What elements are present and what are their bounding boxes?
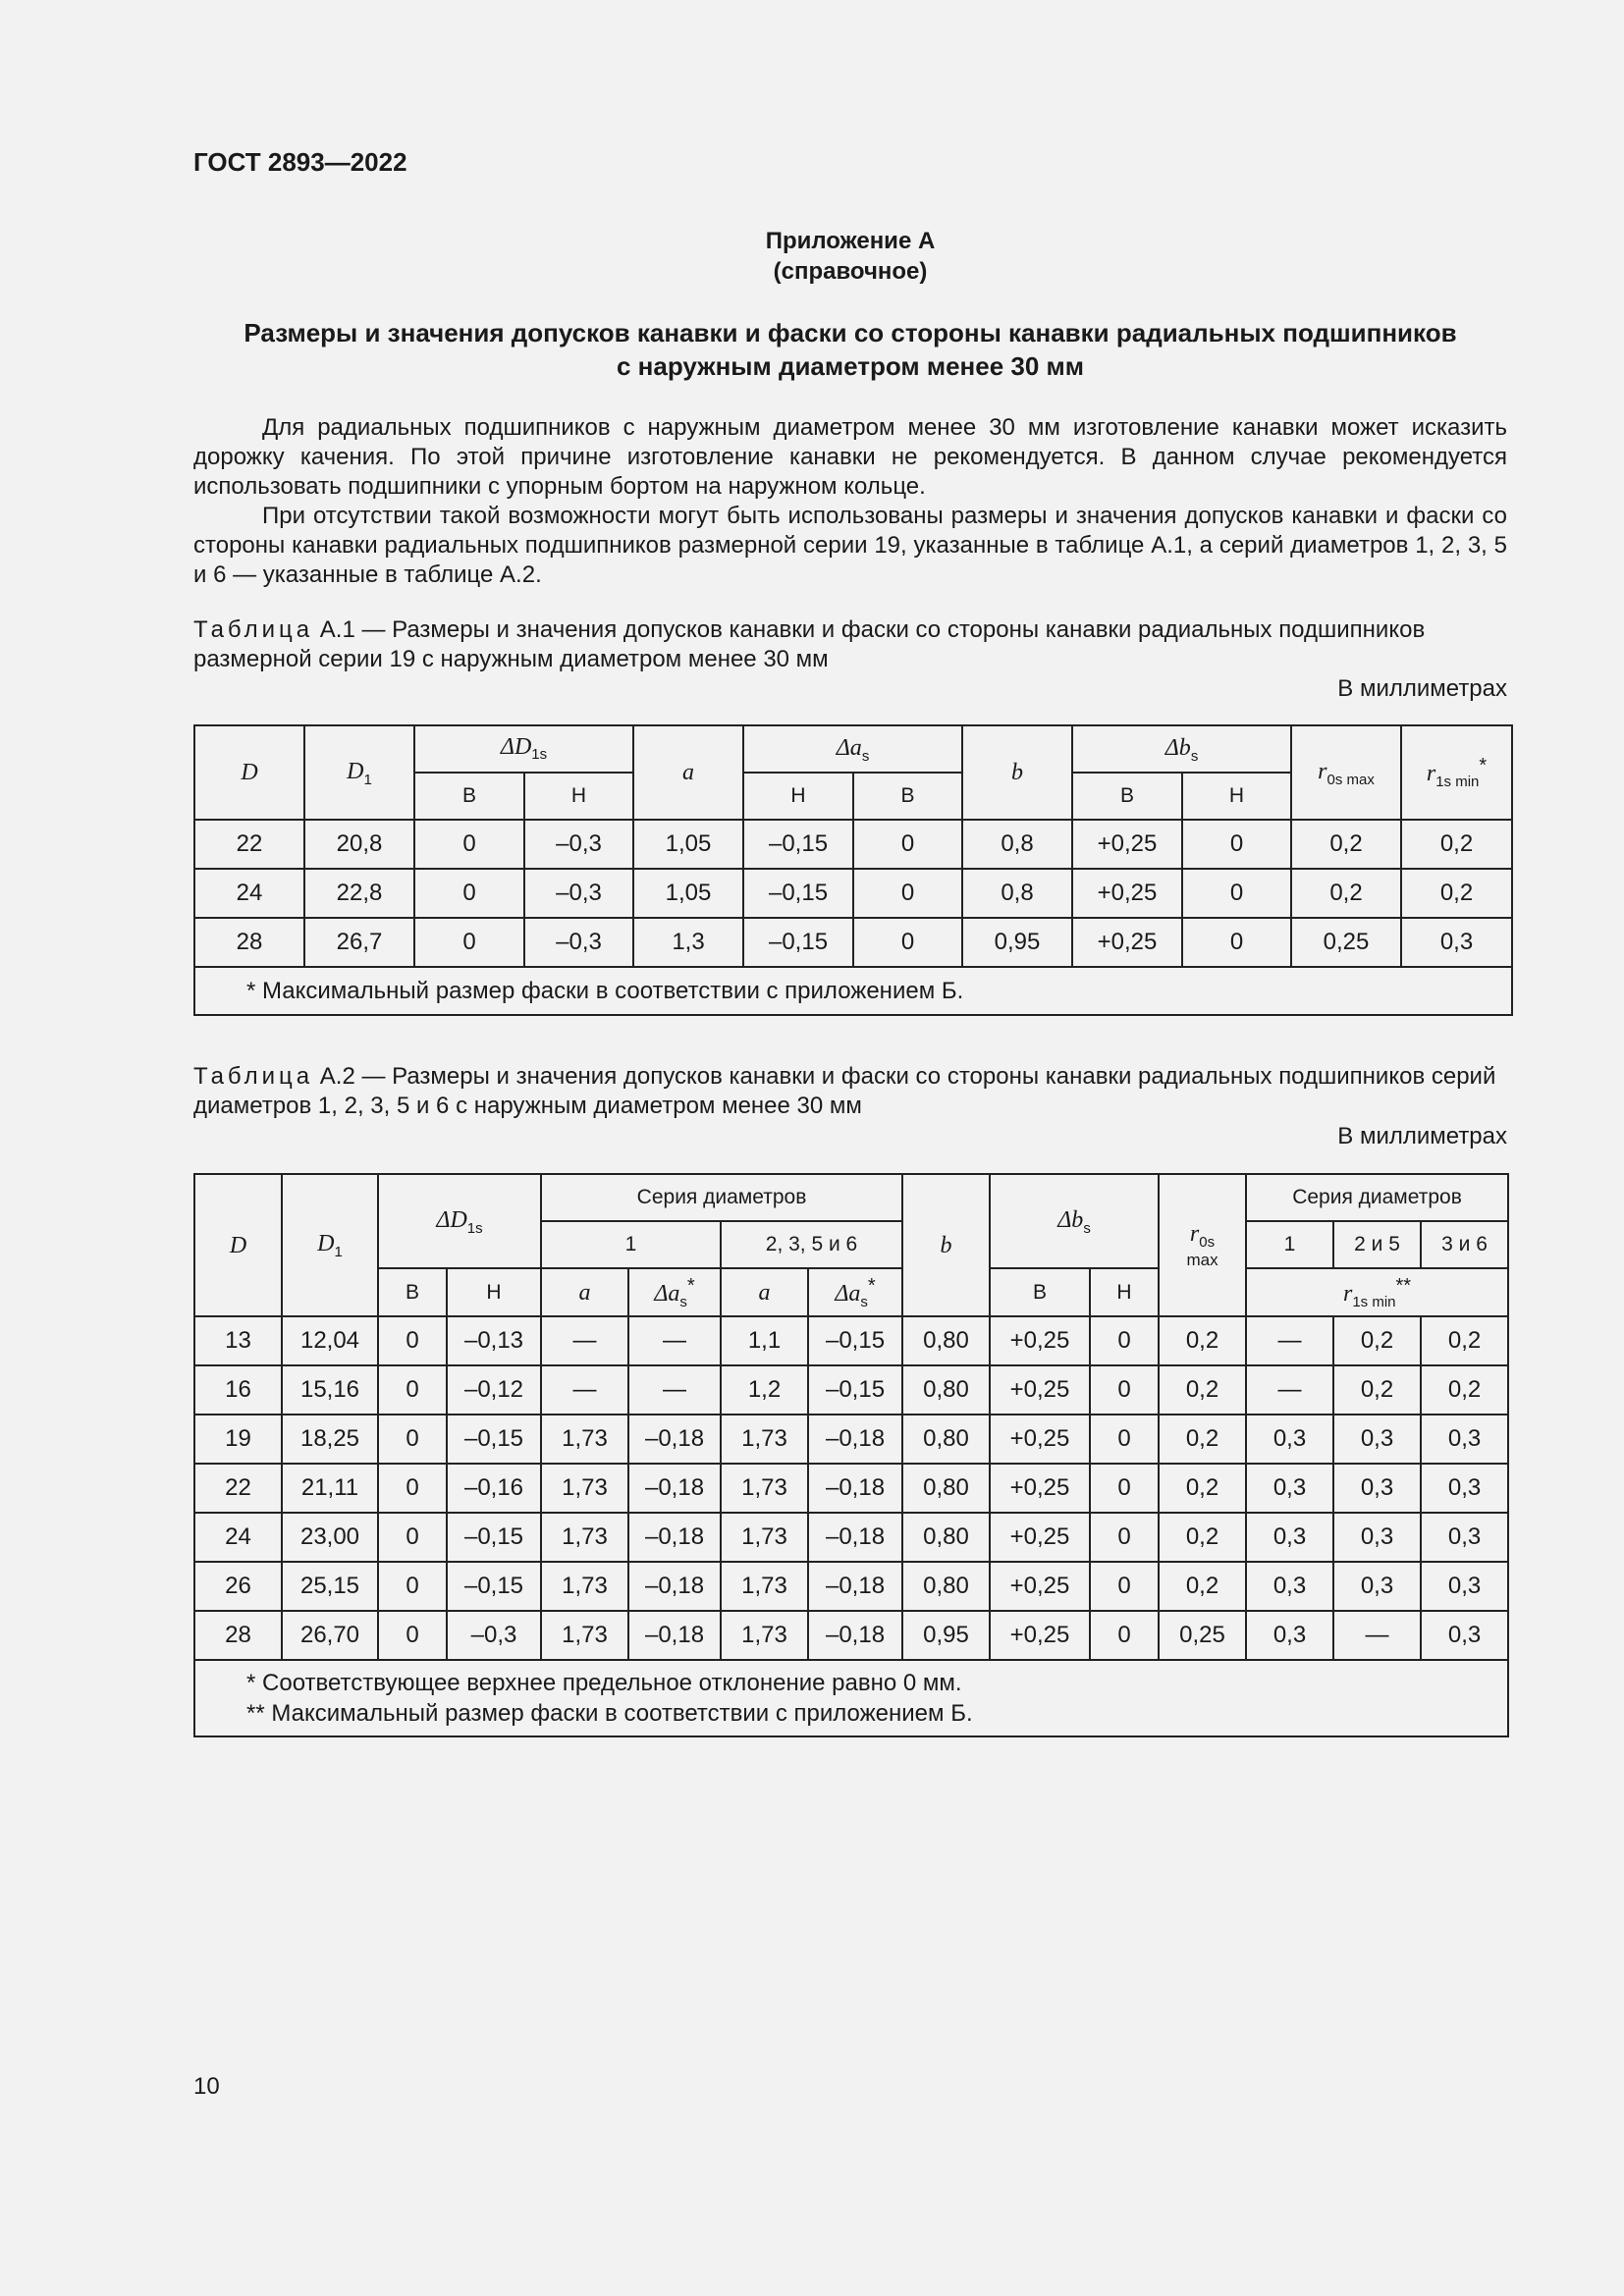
table-cell: –0,3 [524, 918, 633, 967]
table-cell: 0 [853, 869, 962, 918]
table-cell: +0,25 [990, 1365, 1090, 1415]
table-cell: 22 [194, 1464, 282, 1513]
table-cell: 0,80 [902, 1562, 990, 1611]
table-cell: 0,2 [1159, 1464, 1246, 1513]
table-cell: –0,18 [808, 1562, 902, 1611]
table-cell: 0 [1090, 1365, 1159, 1415]
table-cell: 1,73 [721, 1415, 808, 1464]
table-cell: 0,2 [1333, 1365, 1421, 1415]
table-cell: 0,80 [902, 1365, 990, 1415]
table-cell: 0,3 [1421, 1415, 1508, 1464]
table1 [193, 724, 1513, 1016]
table-cell: 0 [414, 869, 524, 918]
table-cell: –0,18 [808, 1464, 902, 1513]
table-cell: 1,73 [541, 1611, 628, 1660]
table-cell: 0,2 [1159, 1316, 1246, 1365]
table-row [194, 869, 1512, 918]
table-cell: 0 [414, 918, 524, 967]
table-cell: –0,15 [743, 820, 853, 869]
table-cell: 0,2 [1401, 869, 1512, 918]
table-cell: –0,15 [808, 1316, 902, 1365]
table-cell: 0,95 [962, 918, 1072, 967]
table-cell: 1,73 [541, 1562, 628, 1611]
table1-sub-N: Н [743, 773, 853, 820]
table-row [194, 1415, 1508, 1464]
table-cell: 0,3 [1401, 918, 1512, 967]
table-cell: 19 [194, 1415, 282, 1464]
table-cell: 1,05 [633, 869, 743, 918]
page-number: 10 [193, 2073, 220, 2100]
table-cell: 0,2 [1421, 1365, 1508, 1415]
table2-series-1: 1 [541, 1221, 721, 1268]
table2-sub-a: a [721, 1268, 808, 1316]
table-cell: +0,25 [990, 1611, 1090, 1660]
table-cell: 0 [378, 1513, 447, 1562]
table1-units: В миллиметрах [1337, 675, 1507, 702]
table-row [194, 1365, 1508, 1415]
table-cell: 0 [853, 820, 962, 869]
table-cell: 1,73 [721, 1513, 808, 1562]
table1-col-dD1s: $\Delta D_{1s}$ [414, 725, 633, 773]
table-cell: 22 [194, 820, 304, 869]
table-cell: 0,8 [962, 869, 1072, 918]
table-cell: 0,2 [1159, 1562, 1246, 1611]
table-cell: –0,15 [447, 1562, 541, 1611]
table2-col-dD1s: $\Delta D_{1s}$ [378, 1174, 541, 1268]
table-cell: 15,16 [282, 1365, 378, 1415]
table-cell: 0 [853, 918, 962, 967]
table2-col-dbs: $\Delta b_s$ [990, 1174, 1159, 1268]
table2-header-row-1 [194, 1174, 1508, 1221]
table1-note: * Максимальный размер фаски в соответствии с приложением Б. [194, 967, 1512, 1015]
table2-sub-N: Н [447, 1268, 541, 1316]
table2-col-series2: Серия диаметров [1246, 1174, 1508, 1221]
table-row [194, 1611, 1508, 1660]
table-row [194, 918, 1512, 967]
table-cell: –0,12 [447, 1365, 541, 1415]
table2-r0s-max: max [1186, 1250, 1218, 1269]
table2-body [194, 1316, 1508, 1660]
table-cell: 0,80 [902, 1415, 990, 1464]
table-cell: 0 [1090, 1316, 1159, 1365]
table-cell: 0,3 [1246, 1464, 1333, 1513]
table-cell: 0,80 [902, 1316, 990, 1365]
table-cell: –0,18 [628, 1464, 721, 1513]
table-cell: +0,25 [1072, 918, 1182, 967]
table-cell: 24 [194, 1513, 282, 1562]
appendix-subtitle: (справочное) [773, 258, 928, 285]
table-cell: 26 [194, 1562, 282, 1611]
table-row [194, 1513, 1508, 1562]
table2-sub-V: В [990, 1268, 1090, 1316]
table-cell: — [541, 1365, 628, 1415]
table-row [194, 1562, 1508, 1611]
table-cell: 0,25 [1291, 918, 1401, 967]
table-cell: 13 [194, 1316, 282, 1365]
table2-caption-label: Таблица [193, 1063, 314, 1090]
table2-sub-a: a [541, 1268, 628, 1316]
table2-sub-das: $\Delta a_s^*$ [628, 1268, 721, 1316]
table1-col-r1s: $r_{1s min}^*$ [1401, 725, 1512, 820]
table-cell: –0,18 [628, 1611, 721, 1660]
table1-caption-text: А.1 — Размеры и значения допусков канавки и фаски со стороны канавки радиальных подшипников размерной серии 19 с наружным диаметром менее 30 мм [193, 616, 1426, 672]
table1-note-row [194, 967, 1512, 1015]
table-cell: — [1333, 1611, 1421, 1660]
table2-caption-text: А.2 — Размеры и значения допусков канавки и фаски со стороны канавки радиальных подшипников серий диаметров 1, 2, 3, 5 и 6 с наружным диаметром менее 30 мм [193, 1063, 1496, 1119]
table-cell: 0,3 [1421, 1464, 1508, 1513]
table-cell: –0,3 [524, 820, 633, 869]
table-cell: –0,18 [808, 1513, 902, 1562]
table2-col-D1: $D_1$ [282, 1174, 378, 1316]
table2-note-row [194, 1660, 1508, 1736]
table-cell: 0 [378, 1365, 447, 1415]
heading-line-2: с наружным диаметром менее 30 мм [616, 351, 1085, 381]
table-cell: — [628, 1316, 721, 1365]
table-cell: –0,18 [808, 1415, 902, 1464]
table-cell: 1,05 [633, 820, 743, 869]
table-cell: –0,13 [447, 1316, 541, 1365]
table-cell: –0,15 [447, 1513, 541, 1562]
table-cell: 0 [378, 1464, 447, 1513]
table-cell: 26,7 [304, 918, 414, 967]
table-cell: 0,3 [1421, 1513, 1508, 1562]
table-cell: — [1246, 1365, 1333, 1415]
table2-note-1: * Соответствующее верхнее предельное отклонение равно 0 мм. [246, 1670, 962, 1696]
table-cell: –0,15 [743, 918, 853, 967]
table-cell: 12,04 [282, 1316, 378, 1365]
table1-sub-N: Н [1182, 773, 1291, 820]
table-cell: +0,25 [990, 1464, 1090, 1513]
table-row [194, 820, 1512, 869]
table1-col-D: D [194, 725, 304, 820]
table-cell: 0 [414, 820, 524, 869]
table1-caption [193, 615, 1507, 674]
table-cell: –0,18 [628, 1562, 721, 1611]
table2 [193, 1173, 1509, 1737]
table1-col-r0s: $r_{0s max}$ [1291, 725, 1401, 820]
table1-sub-V: В [1072, 773, 1182, 820]
table-cell: 23,00 [282, 1513, 378, 1562]
table-cell: 0,25 [1159, 1611, 1246, 1660]
table-cell: 28 [194, 1611, 282, 1660]
table2-units: В миллиметрах [1337, 1123, 1507, 1149]
table-cell: 25,15 [282, 1562, 378, 1611]
table-cell: +0,25 [990, 1562, 1090, 1611]
table-cell: 26,70 [282, 1611, 378, 1660]
heading-line-1: Размеры и значения допусков канавки и фаски со стороны канавки радиальных подшипников [244, 318, 1457, 347]
table2-sub-r1s: $r_{1s min}^{**}$ [1246, 1268, 1508, 1316]
table2-sub-N: Н [1090, 1268, 1159, 1316]
paragraph: При отсутствии такой возможности могут быть использованы размеры и значения допусков канавки и фаски со стороны канавки радиальных подшипников размерной серии 19, указанные в таблице А.1, а серий диаметров 1, 2, 3, 5 и 6 — указанные в таблице А.2. [193, 503, 1507, 588]
table-cell: 0,2 [1159, 1415, 1246, 1464]
table-cell: 0 [1090, 1562, 1159, 1611]
table-cell: 0,3 [1333, 1513, 1421, 1562]
table1-col-D1: $D_1$ [304, 725, 414, 820]
table-cell: 0,3 [1246, 1415, 1333, 1464]
table1-col-das: $\Delta a_s$ [743, 725, 962, 773]
section-heading [193, 316, 1507, 383]
table2-series2-36: 3 и 6 [1421, 1221, 1508, 1268]
table-row [194, 1316, 1508, 1365]
table-cell: 1,73 [541, 1513, 628, 1562]
table-cell: 0 [1182, 820, 1291, 869]
table-cell: 0 [1090, 1611, 1159, 1660]
table-cell: 1,73 [721, 1464, 808, 1513]
table2-header-row-3 [194, 1268, 1508, 1316]
document-code: ГОСТ 2893—2022 [193, 147, 407, 177]
table1-col-b: b [962, 725, 1072, 820]
table-cell: 0 [378, 1316, 447, 1365]
table2-r0s-symbol: $r_{0s}$ [1189, 1221, 1216, 1251]
table1-col-dbs: $\Delta b_s$ [1072, 725, 1291, 773]
table-cell: +0,25 [990, 1316, 1090, 1365]
table1-header-row [194, 725, 1512, 773]
table-row [194, 1464, 1508, 1513]
table-cell: +0,25 [990, 1513, 1090, 1562]
table-cell: 16 [194, 1365, 282, 1415]
table-cell: 1,73 [541, 1415, 628, 1464]
table-cell: 0,2 [1333, 1316, 1421, 1365]
table-cell: — [628, 1365, 721, 1415]
table-cell: 0,2 [1159, 1365, 1246, 1415]
table-cell: 24 [194, 869, 304, 918]
table1-body [194, 820, 1512, 967]
table-cell: 0 [1182, 918, 1291, 967]
table-cell: 0 [1182, 869, 1291, 918]
table-cell: +0,25 [990, 1415, 1090, 1464]
table1-sub-V: В [414, 773, 524, 820]
table2-series2-25: 2 и 5 [1333, 1221, 1421, 1268]
table1-caption-label: Таблица [193, 616, 314, 643]
table-cell: –0,18 [808, 1611, 902, 1660]
table-cell: 0,3 [1421, 1611, 1508, 1660]
table2-caption [193, 1062, 1507, 1121]
table2-sub-das: $\Delta a_s^*$ [808, 1268, 902, 1316]
table-cell: 0,2 [1159, 1513, 1246, 1562]
table2-series2-1: 1 [1246, 1221, 1333, 1268]
table-cell: +0,25 [1072, 869, 1182, 918]
table-cell: 0 [1090, 1415, 1159, 1464]
table-cell: 1,2 [721, 1365, 808, 1415]
table-cell: 20,8 [304, 820, 414, 869]
table-cell: 0 [378, 1562, 447, 1611]
table-cell: –0,15 [808, 1365, 902, 1415]
table-cell: 0,3 [1333, 1464, 1421, 1513]
paragraph: Для радиальных подшипников с наружным диаметром менее 30 мм изготовление канавки может исказить дорожку качения. По этой причине изготовление канавки не рекомендуется. В данном случае рекомендуется использовать подшипники с упорным бортом на наружном кольце. [193, 414, 1507, 500]
table1-col-a: a [633, 725, 743, 820]
body-text [193, 413, 1507, 590]
table1-sub-N: Н [524, 773, 633, 820]
table1-sub-V: В [853, 773, 962, 820]
table2-sub-V: В [378, 1268, 447, 1316]
table-cell: 1,1 [721, 1316, 808, 1365]
table-cell: 1,73 [721, 1611, 808, 1660]
table-cell: — [541, 1316, 628, 1365]
table-cell: 0,2 [1291, 869, 1401, 918]
table-cell: +0,25 [1072, 820, 1182, 869]
table-cell: 0 [1090, 1464, 1159, 1513]
table-cell: 0,3 [1421, 1562, 1508, 1611]
table-cell: –0,3 [524, 869, 633, 918]
table-cell: 0,80 [902, 1464, 990, 1513]
table-cell: –0,16 [447, 1464, 541, 1513]
table-cell: — [1246, 1316, 1333, 1365]
table2-col-series: Серия диаметров [541, 1174, 902, 1221]
table-cell: 1,3 [633, 918, 743, 967]
table-cell: 21,11 [282, 1464, 378, 1513]
table-cell: 0,8 [962, 820, 1072, 869]
table-cell: 0 [1090, 1513, 1159, 1562]
table-cell: 0,3 [1246, 1513, 1333, 1562]
table-cell: –0,18 [628, 1415, 721, 1464]
table-cell: 0,2 [1401, 820, 1512, 869]
table-cell: 0,80 [902, 1513, 990, 1562]
table-cell: 0,3 [1246, 1562, 1333, 1611]
table-cell: 0 [378, 1415, 447, 1464]
table-cell: –0,15 [447, 1415, 541, 1464]
appendix-block [193, 226, 1507, 287]
table-cell: –0,15 [743, 869, 853, 918]
table-cell: 0,3 [1333, 1562, 1421, 1611]
table2-series-2356: 2, 3, 5 и 6 [721, 1221, 902, 1268]
table-cell: 18,25 [282, 1415, 378, 1464]
table-cell: 0,3 [1246, 1611, 1333, 1660]
table-cell: –0,18 [628, 1513, 721, 1562]
table-cell: 0,3 [1333, 1415, 1421, 1464]
table-cell: 0,2 [1291, 820, 1401, 869]
table-cell: 0,95 [902, 1611, 990, 1660]
table2-col-r0s [1159, 1174, 1246, 1316]
table2-notes [194, 1660, 1508, 1736]
table-cell: 28 [194, 918, 304, 967]
table2-note-2: ** Максимальный размер фаски в соответствии с приложением Б. [246, 1700, 973, 1727]
table-cell: 1,73 [541, 1464, 628, 1513]
table2-col-b: b [902, 1174, 990, 1316]
appendix-title: Приложение А [765, 228, 936, 254]
table-cell: –0,3 [447, 1611, 541, 1660]
table-cell: 22,8 [304, 869, 414, 918]
table-cell: 1,73 [721, 1562, 808, 1611]
table2-col-D: D [194, 1174, 282, 1316]
table-cell: 0,2 [1421, 1316, 1508, 1365]
table-cell: 0 [378, 1611, 447, 1660]
